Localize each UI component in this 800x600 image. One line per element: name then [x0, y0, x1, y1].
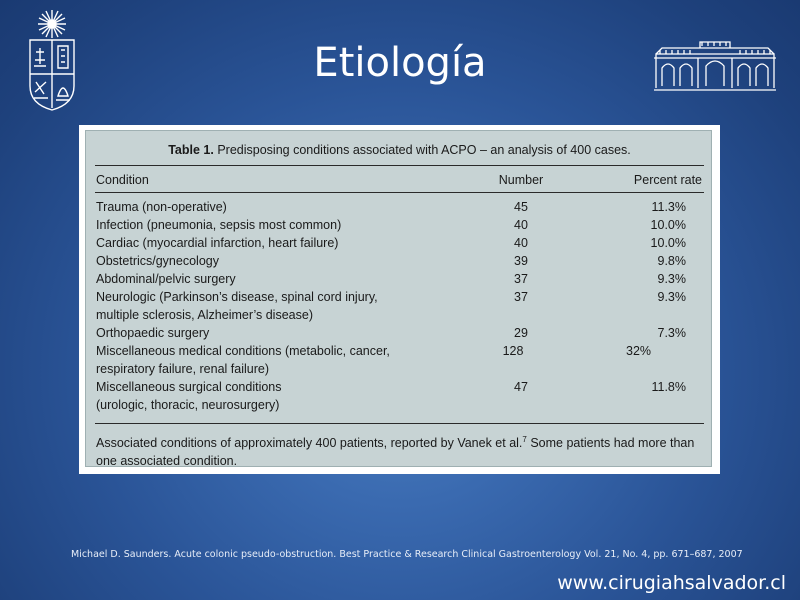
- row-percent: 10.0%: [650, 218, 686, 232]
- footnote-text-before: Associated conditions of approximately 400 patients, reported by Vanek et al.: [96, 436, 523, 451]
- row-percent: 10.0%: [650, 236, 686, 250]
- row-number: 40: [514, 218, 528, 232]
- row-percent: 9.3%: [657, 290, 686, 304]
- predisposing-conditions-table: [85, 130, 712, 467]
- row-percent: 7.3%: [657, 326, 686, 340]
- source-citation: Michael D. Saunders. Acute colonic pseudo-obstruction. Best Practice & Research Clinical Gastroenterology Vol. 21, No. 4, pp. 671–687, 2007: [71, 549, 743, 560]
- row-number: 29: [514, 326, 528, 340]
- row-number: 39: [514, 254, 528, 268]
- row-percent: 32%: [626, 344, 652, 358]
- table-footnote: [96, 431, 706, 470]
- table-caption-text: Predisposing conditions associated with ACPO – an analysis of 400 cases.: [217, 143, 631, 157]
- row-number: 45: [514, 200, 528, 214]
- website-url: www.cirugiahsalvador.cl: [557, 572, 786, 594]
- row-condition-continued: multiple sclerosis, Alzheimer’s disease): [96, 308, 313, 322]
- row-number: 128: [502, 344, 524, 358]
- table-caption: [86, 143, 713, 157]
- row-condition-continued: (urologic, thoracic, neurosurgery): [96, 398, 280, 412]
- header-percent: Percent rate: [633, 173, 702, 187]
- row-condition: Obstetrics/gynecology: [96, 254, 219, 268]
- header-number: Number: [498, 173, 544, 187]
- row-condition: Trauma (non-operative): [96, 200, 227, 214]
- slide-title: Etiología: [313, 40, 487, 86]
- row-condition: Infection (pneumonia, sepsis most common): [96, 218, 342, 232]
- row-percent: 9.8%: [657, 254, 686, 268]
- row-condition: Cardiac (myocardial infarction, heart failure): [96, 236, 339, 250]
- row-condition: Orthopaedic surgery: [96, 326, 210, 340]
- table-image-frame: [79, 125, 720, 474]
- header-rule: [95, 192, 704, 193]
- footnote-text-after: Some patients had more than one associated condition.: [96, 436, 695, 469]
- header-condition: Condition: [96, 173, 149, 187]
- row-percent: 9.3%: [657, 272, 686, 286]
- row-number: 37: [514, 272, 528, 286]
- row-number: 47: [514, 380, 528, 394]
- row-condition-continued: respiratory failure, renal failure): [96, 362, 269, 376]
- footnote-reference: 7: [522, 435, 527, 444]
- table-caption-label: Table 1.: [168, 143, 214, 157]
- row-condition: Miscellaneous surgical conditions: [96, 380, 282, 394]
- row-percent: 11.8%: [651, 380, 686, 394]
- table-bottom-rule: [95, 423, 704, 424]
- row-percent: 11.3%: [651, 200, 686, 214]
- table-top-rule: [95, 165, 704, 166]
- row-number: 40: [514, 236, 528, 250]
- row-number: 37: [514, 290, 528, 304]
- row-condition: Abdominal/pelvic surgery: [96, 272, 236, 286]
- row-condition: Miscellaneous medical conditions (metabolic, cancer,: [96, 344, 390, 358]
- row-condition: Neurologic (Parkinson’s disease, spinal cord injury,: [96, 290, 378, 304]
